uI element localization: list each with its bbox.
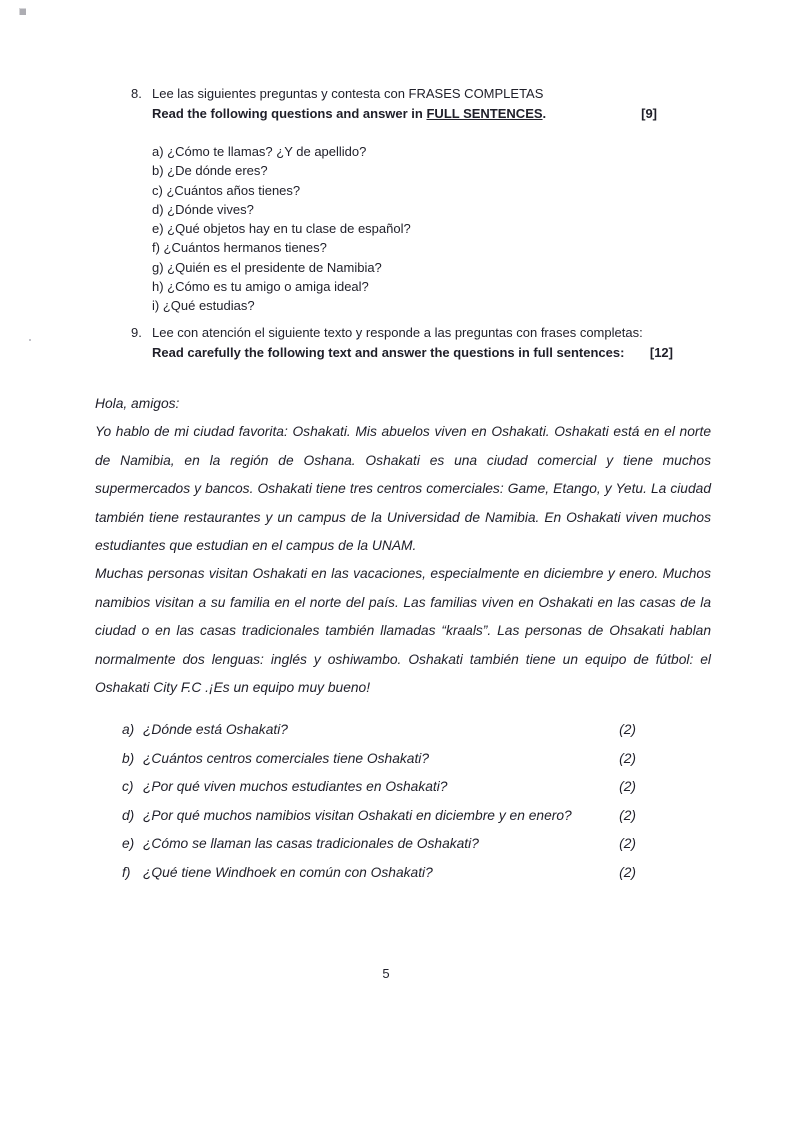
- question-9-instruction-english: [152, 343, 673, 363]
- question-9-instruction-spanish: Lee con atención el siguiente texto y responde a las preguntas con frases completas:: [152, 325, 643, 340]
- subquestion-text: ¿Por qué muchos namibios visitan Oshakati en diciembre y en enero?: [143, 807, 572, 823]
- reading-passage: [95, 390, 711, 702]
- subquestion-a: a) ¿Cómo te llamas? ¿Y de apellido?: [152, 144, 367, 159]
- subquestion-label: d): [122, 807, 135, 823]
- subquestion-text: ¿Por qué viven muchos estudiantes en Oshakati?: [143, 779, 448, 795]
- question-8-instruction-english: [152, 104, 657, 124]
- subquestion-label: a): [122, 722, 135, 737]
- subquestion-i: i) ¿Qué estudias?: [152, 298, 255, 314]
- subquestion-marks: (2): [619, 836, 636, 852]
- subquestion-marks: (2): [619, 864, 636, 880]
- subquestion-e: [122, 830, 636, 859]
- scan-artifact: [29, 339, 31, 341]
- section-question-8: [131, 84, 657, 124]
- subquestion-f: f) ¿Cuántos hermanos tienes?: [152, 240, 327, 256]
- subquestion-b: b) ¿De dónde eres?: [152, 163, 268, 179]
- subquestion-b: [122, 745, 636, 774]
- passage-paragraph-2: Muchas personas visitan Oshakati en las vacaciones, especialmente en diciembre y enero. Muchos namibios visitan a su familia en el norte del país. Las familias viven en Oshakati en las casas de la ciudad o en las casas tradicionales también llamadas “kraals”. Las personas de Ohsakati hablan normalmente dos lenguas: inglés y oshiwambo. Oshakati también tiene un equipo de fútbol: el Oshakati City F.C .¡Es un equipo muy bueno!: [95, 566, 711, 696]
- subquestion-text: ¿Qué tiene Windhoek en común con Oshakati?: [143, 864, 433, 880]
- subquestion-label: f): [122, 864, 131, 880]
- subquestion-marks: (2): [619, 779, 636, 795]
- question-9-number: 9.: [131, 325, 142, 340]
- subquestion-h: h) ¿Cómo es tu amigo o amiga ideal?: [152, 279, 369, 295]
- subquestion-c: [122, 773, 636, 802]
- passage-paragraph-1: Yo hablo de mi ciudad favorita: Oshakati. Mis abuelos viven en Oshakati. Oshakati está en el norte de Namibia, en la región de Oshana. Oshakati es una ciudad comercial y tiene muchos supermercados y bancos. Oshakati tiene tres centros comerciales: Game, Etango, y Yetu. La ciudad también tiene restaurantes y un campus de la Universidad de Namibia. En Oshakati viven muchos estudiantes que estudian en el campus de la UNAM.: [95, 424, 711, 554]
- subquestion-d: [122, 802, 636, 831]
- subquestion-label: e): [122, 836, 135, 852]
- question-9-subquestions: [122, 716, 636, 888]
- subquestion-text: ¿Cuántos centros comerciales tiene Oshakati?: [143, 750, 430, 766]
- scan-artifact: [19, 8, 26, 15]
- section-question-9: [131, 323, 673, 363]
- question-9-marks: [12]: [649, 345, 673, 360]
- subquestion-text: ¿Cómo se llaman las casas tradicionales de Oshakati?: [143, 836, 479, 852]
- subquestion-text: ¿Dónde está Oshakati?: [143, 722, 288, 737]
- subquestion-f: [122, 859, 636, 888]
- subquestion-a: [122, 716, 636, 745]
- underlined-phrase: FULL SENTENCES: [426, 106, 543, 121]
- page-number: 5: [382, 966, 390, 981]
- question-8-instruction-spanish: Lee las siguientes preguntas y contesta con FRASES COMPLETAS: [152, 86, 544, 101]
- subquestion-label: b): [122, 750, 135, 766]
- question-8-marks: [9]: [641, 106, 657, 121]
- subquestion-marks: (2): [619, 750, 636, 766]
- instruction-english-text: Read the following questions and answer in FULL SENTENCES.: [152, 106, 547, 121]
- subquestion-d: d) ¿Dónde vives?: [152, 201, 254, 217]
- subquestion-g: g) ¿Quién es el presidente de Namibia?: [152, 259, 382, 275]
- instruction-english-text: Read carefully the following text and answer the questions in full sentences:: [152, 345, 625, 360]
- subquestion-e: e) ¿Qué objetos hay en tu clase de español?: [152, 221, 411, 237]
- subquestion-marks: (2): [619, 807, 636, 823]
- question-8-subquestions: [152, 142, 411, 316]
- question-8-number: 8.: [131, 86, 142, 101]
- subquestion-label: c): [122, 779, 134, 795]
- subquestion-marks: (2): [619, 722, 636, 737]
- passage-greeting: Hola, amigos:: [95, 396, 180, 411]
- subquestion-c: c) ¿Cuántos años tienes?: [152, 182, 301, 198]
